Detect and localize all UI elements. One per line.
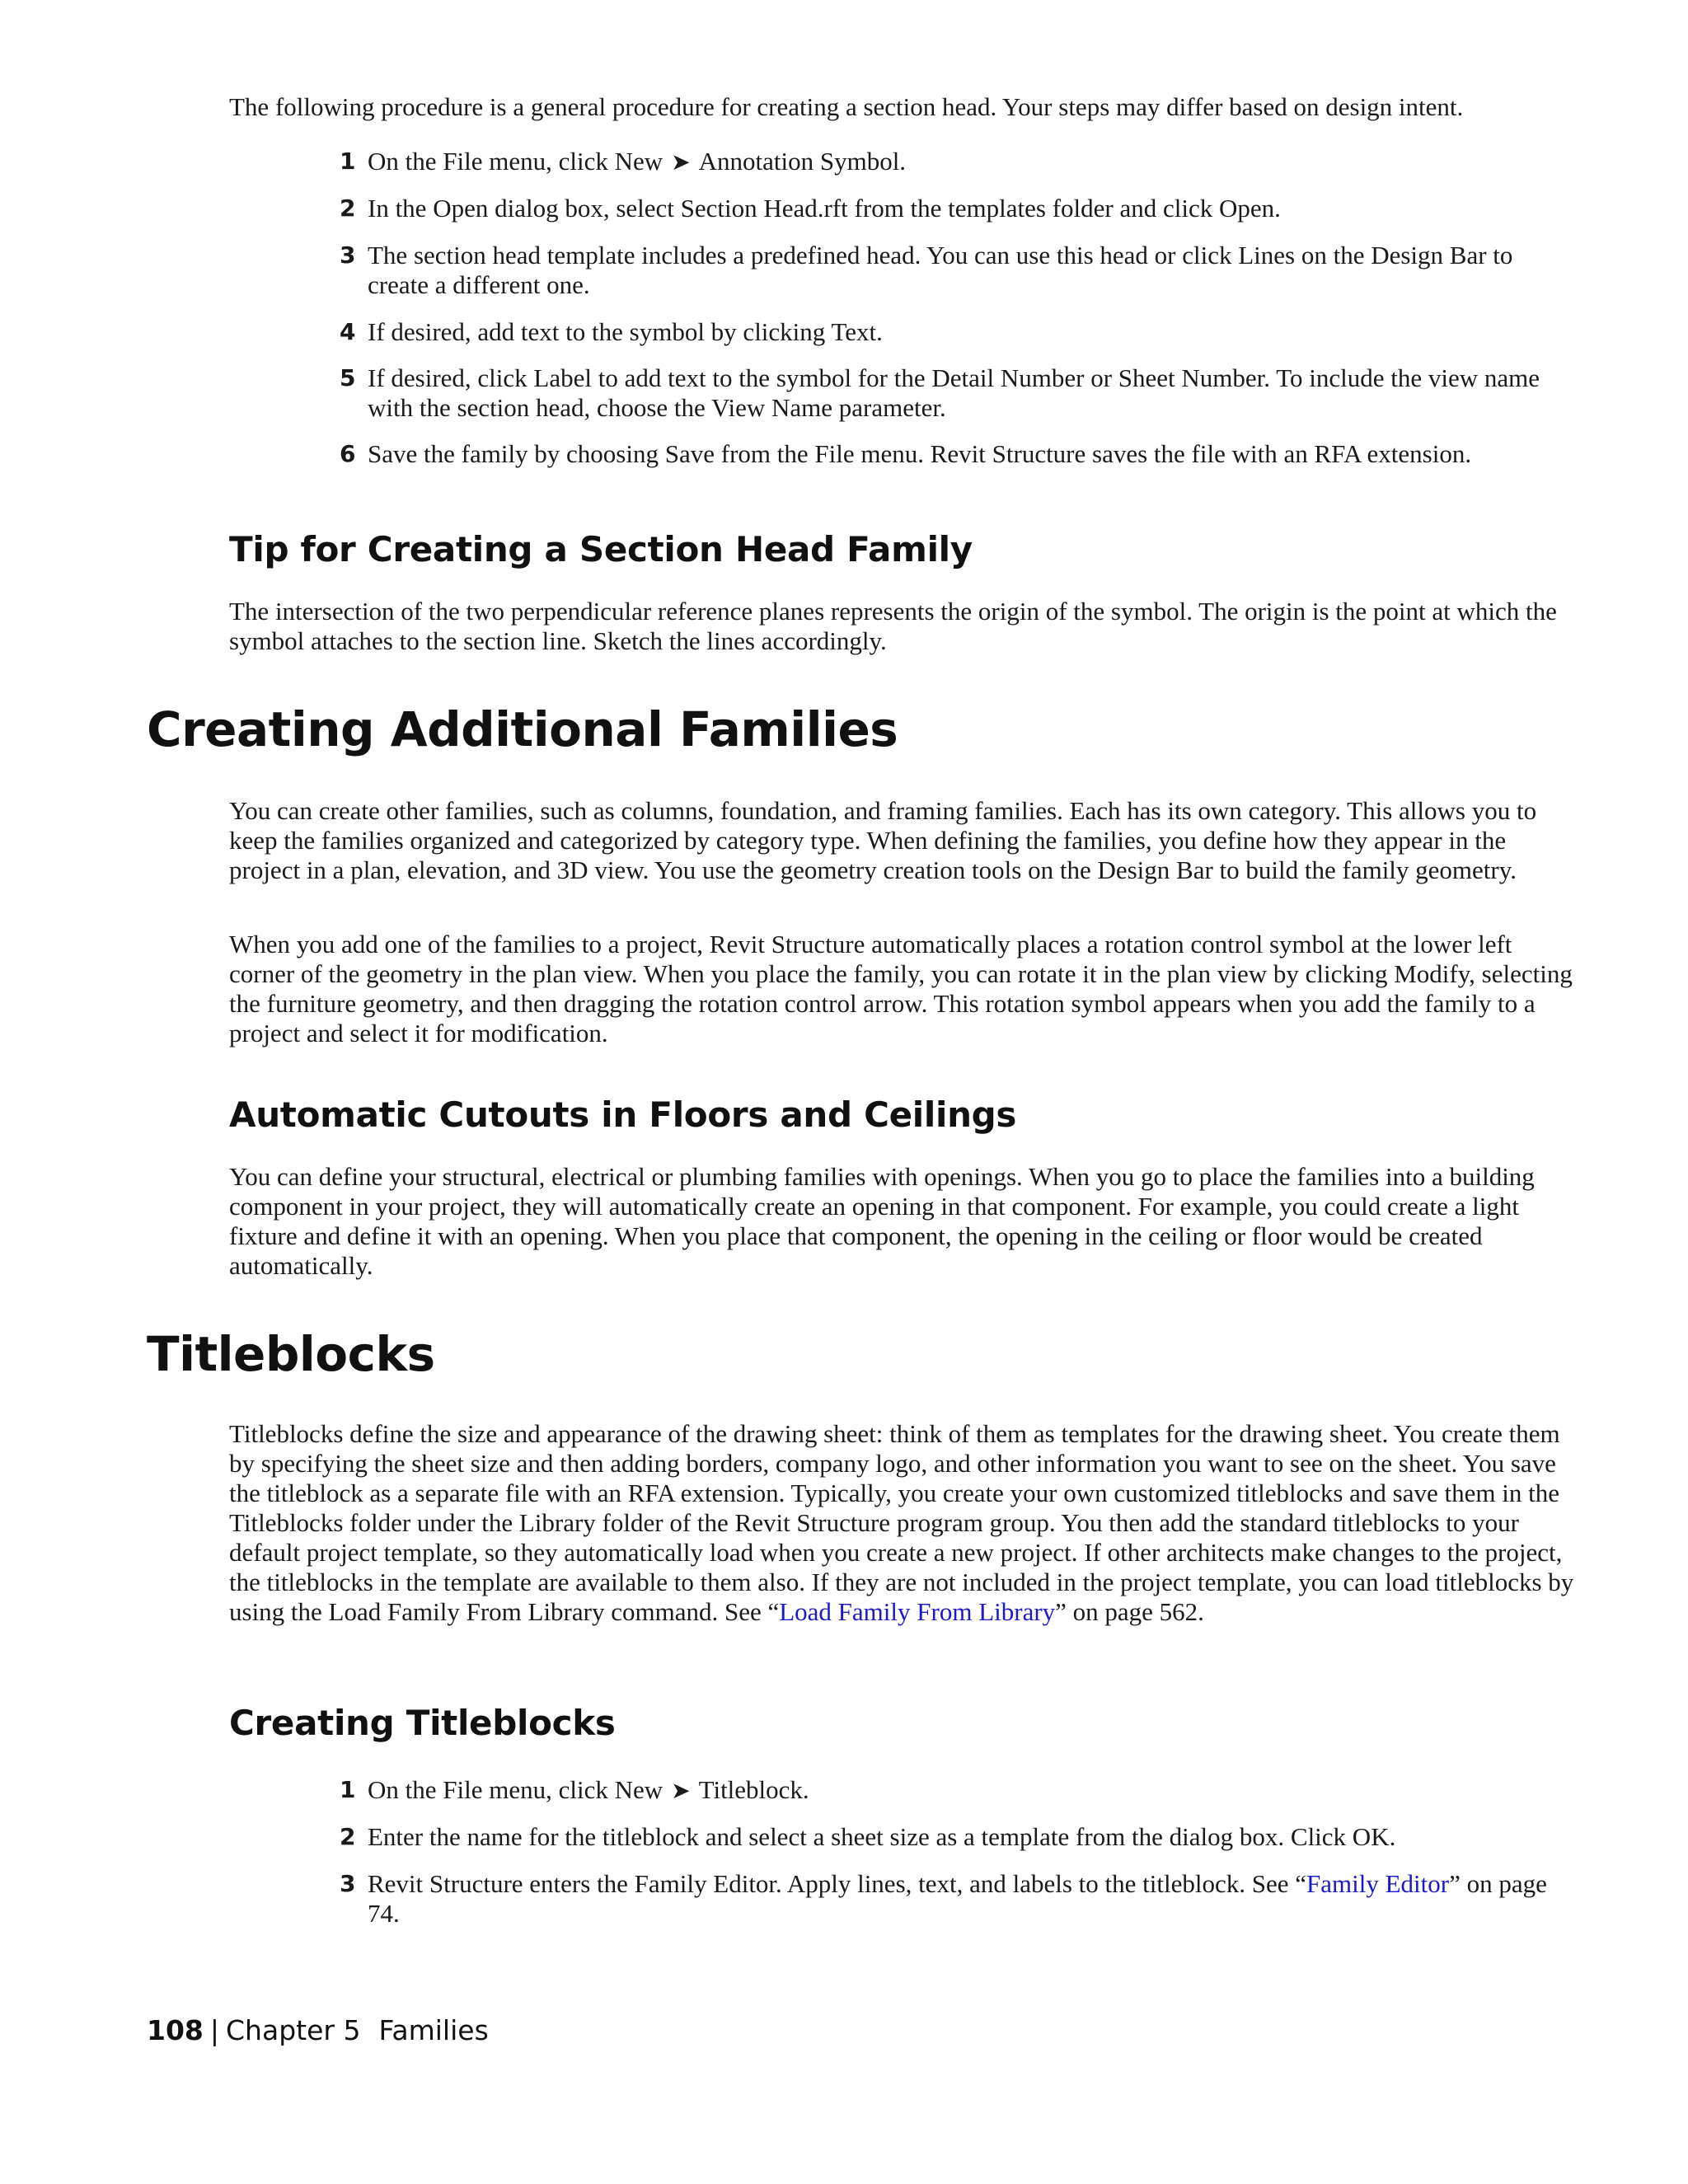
- page-number: 108: [147, 2014, 204, 2046]
- step-number: 2: [340, 194, 356, 222]
- step-text-post: Titleblock.: [698, 1775, 809, 1804]
- arrow-icon: ➤: [671, 148, 691, 176]
- step-number: 2: [340, 1823, 356, 1850]
- list-item: [340, 1822, 1574, 1852]
- titleblocks-text-after: ” on page 562.: [1055, 1597, 1204, 1626]
- step-text: If desired, click Label to add text to the symbol for the Detail Number or Sheet Number. To include the view name with the section head, choose the View Name parameter.: [368, 363, 1540, 422]
- step-text-post: ” on page 74.: [368, 1869, 1547, 1928]
- footer-separator: |: [209, 2014, 220, 2046]
- step-text: On the File menu, click New: [368, 1775, 663, 1804]
- page-footer: [147, 2014, 489, 2047]
- step-number: 3: [340, 241, 356, 269]
- step-number: 1: [340, 148, 356, 175]
- list-item: [340, 1775, 1574, 1806]
- load-family-link[interactable]: Load Family From Library: [779, 1597, 1056, 1626]
- caf-paragraph-2: When you add one of the families to a project, Revit Structure automatically places a rotation control symbol at the lower left corner of the geometry in the plan view. When you place the family, you can rotate it in the plan view by clicking Modify, selecting the furniture geometry, and then dragging the rotation control arrow. This rotation symbol appears when you add the family to a project and select it for modification.: [229, 930, 1573, 1047]
- step-text: Save the family by choosing Save from the File menu. Revit Structure saves the file with an RFA extension.: [368, 439, 1472, 468]
- list-item: [340, 1869, 1574, 1929]
- titleblocks-paragraph: [229, 1419, 1574, 1627]
- arrow-icon: ➤: [671, 1777, 691, 1804]
- automatic-cutouts-paragraph: You can define your structural, electrical or plumbing families with openings. When you go to place the families into a building component in your project, they will automatically create an opening in that component. For example, you could create a light fixture and define it with an opening. When you place that component, the opening in the ceiling or floor would be created automatically.: [229, 1162, 1535, 1280]
- step-number: 6: [340, 440, 356, 467]
- step-number: 1: [340, 1776, 356, 1803]
- list-item: [340, 194, 1574, 223]
- caf-paragraph-1: You can create other families, such as columns, foundation, and framing families. Each has its own category. This allows you to keep the families organized and categorized by category type. When defining the families, you define how they appear in the project in a plan, elevation, and 3D view. You use the geometry creation tools on the Design Bar to build the family geometry.: [229, 796, 1537, 884]
- step-text: In the Open dialog box, select Section Head.rft from the templates folder and click Open.: [368, 194, 1281, 223]
- footer-chapter: Chapter 5: [226, 2014, 361, 2046]
- step-number: 4: [340, 318, 356, 345]
- step-text: Revit Structure enters the Family Editor. Apply lines, text, and labels to the titleblock. See “: [368, 1869, 1307, 1898]
- family-editor-link[interactable]: Family Editor: [1306, 1869, 1450, 1898]
- footer-title: Families: [378, 2014, 489, 2046]
- step-number: 5: [340, 364, 356, 391]
- step-text: The section head template includes a predefined head. You can use this head or click Lines on the Design Bar to create a different one.: [368, 241, 1513, 299]
- tip-heading: Tip for Creating a Section Head Family: [229, 529, 973, 569]
- list-item: [340, 147, 1574, 177]
- step-text: Enter the name for the titleblock and select a sheet size as a template from the dialog box. Click OK.: [368, 1822, 1396, 1851]
- list-item: [340, 241, 1574, 300]
- titleblocks-text: Titleblocks define the size and appearance of the drawing sheet: think of them as templates for the drawing sheet. You create them by specifying the sheet size and then adding borders, company logo, and other information you want to see on the sheet. You save the titleblock as a separate file with an RFA extension. Typically, you create your own customized titleblocks and save them in the Titleblocks folder under the Library folder of the Revit Structure program group. You then add the standard titleblocks to your default project template, so they automatically load when you create a new project. If other architects make changes to the project, the titleblocks in the template are available to them also. If they are not included in the project template, you can load titleblocks by using the Load Family From Library command. See “: [229, 1419, 1574, 1626]
- step-text: If desired, add text to the symbol by clicking Text.: [368, 317, 883, 346]
- titleblocks-heading: Titleblocks: [147, 1326, 435, 1382]
- list-item: [340, 317, 1574, 347]
- intro-paragraph: The following procedure is a general procedure for creating a section head. Your steps may differ based on design intent.: [229, 92, 1464, 121]
- creating-additional-families-heading: Creating Additional Families: [147, 701, 898, 757]
- automatic-cutouts-heading: Automatic Cutouts in Floors and Ceilings: [229, 1094, 1017, 1135]
- step-text-post: Annotation Symbol.: [698, 147, 907, 176]
- list-item: [340, 439, 1574, 469]
- step-text: On the File menu, click New: [368, 147, 663, 176]
- tip-paragraph: The intersection of the two perpendicular reference planes represents the origin of the symbol. The origin is the point at which the symbol attaches to the section line. Sketch the lines accordingly.: [229, 597, 1557, 655]
- creating-titleblocks-heading: Creating Titleblocks: [229, 1703, 616, 1743]
- list-item: [340, 363, 1574, 423]
- step-number: 3: [340, 1870, 356, 1897]
